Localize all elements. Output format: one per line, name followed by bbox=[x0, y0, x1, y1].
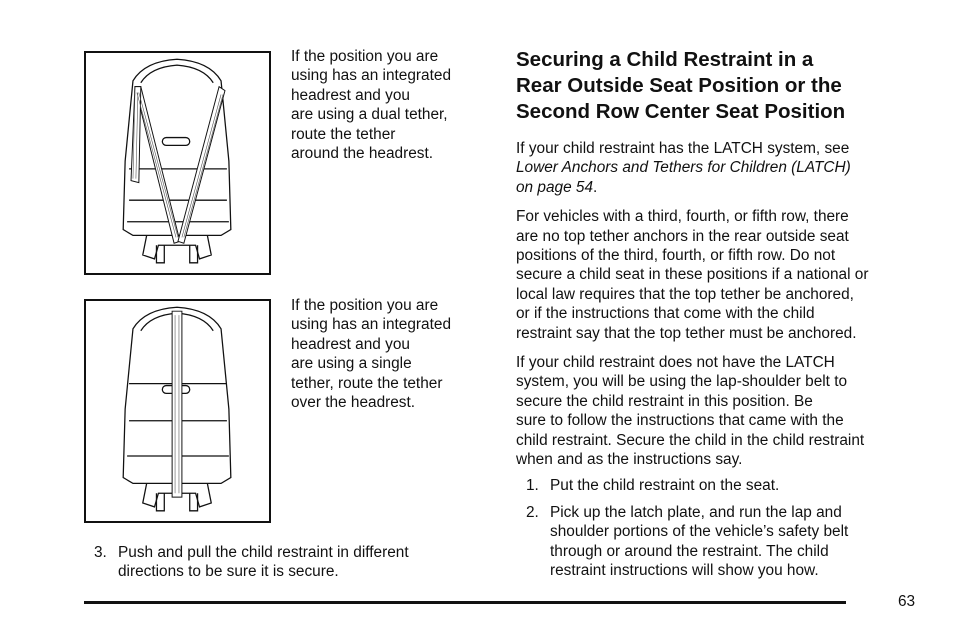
step-text bbox=[550, 476, 926, 495]
step-text bbox=[118, 543, 474, 582]
step-line: shoulder portions of the vehicle’s safety belt bbox=[550, 523, 849, 541]
step-line: restraint instructions will show you how. bbox=[550, 562, 819, 580]
seat-single-tether-figure bbox=[84, 299, 271, 523]
no-latch-paragraph bbox=[516, 353, 926, 469]
caption-line: tether, route the tether bbox=[291, 374, 443, 392]
step-text bbox=[550, 503, 926, 581]
seat-dual-tether-caption bbox=[291, 47, 491, 163]
caption-line: are using a dual tether, bbox=[291, 106, 448, 124]
latch-reference-link[interactable]: Lower Anchors and Tethers for Children (LATCH) bbox=[516, 159, 851, 177]
paragraph-line: when and as the instructions say. bbox=[516, 451, 743, 469]
heading-line: Second Row Center Seat Position bbox=[516, 100, 846, 123]
section-column bbox=[516, 47, 926, 589]
list-item bbox=[516, 503, 926, 581]
seat-single-tether-caption bbox=[291, 296, 491, 412]
caption-line: over the headrest. bbox=[291, 394, 416, 412]
section-heading bbox=[516, 47, 926, 125]
caption-line: headrest and you bbox=[291, 86, 410, 104]
caption-line: around the headrest. bbox=[291, 145, 434, 163]
latch-reference-paragraph bbox=[516, 139, 926, 197]
step-3 bbox=[94, 543, 474, 582]
step-line: directions to be sure it is secure. bbox=[118, 563, 339, 581]
page-number: 63 bbox=[898, 593, 916, 610]
third-row-paragraph bbox=[516, 207, 926, 343]
step-line: Pick up the latch plate, and run the lap and bbox=[550, 503, 842, 521]
caption-line: If the position you are bbox=[291, 297, 439, 314]
step-line: through or around the restraint. The child bbox=[550, 542, 829, 560]
paragraph-line: are no top tether anchors in the rear outside seat bbox=[516, 227, 849, 245]
heading-line: Rear Outside Seat Position or the bbox=[516, 74, 842, 97]
paragraph-line: For vehicles with a third, fourth, or fifth row, there bbox=[516, 208, 849, 226]
caption-line: using has an integrated bbox=[291, 67, 452, 85]
step-number: 1. bbox=[526, 476, 539, 494]
caption-line: using has an integrated bbox=[291, 316, 452, 334]
paragraph-line: or if the instructions that come with the child bbox=[516, 305, 815, 323]
paragraph-line: system, you will be using the lap-shoulder belt to bbox=[516, 373, 848, 391]
paragraph-line: positions of the third, fourth, or fifth row. Do not bbox=[516, 247, 836, 265]
step-line: Put the child restraint on the seat. bbox=[550, 476, 780, 494]
paragraph-line: child restraint. Secure the child in the child restraint bbox=[516, 431, 865, 449]
list-item bbox=[516, 476, 926, 495]
step-number: 2. bbox=[526, 503, 539, 521]
seat-dual-tether-figure bbox=[84, 51, 271, 275]
paragraph-line: If your child restraint has the LATCH system, see bbox=[516, 140, 850, 157]
caption-line: headrest and you bbox=[291, 335, 410, 353]
caption-line: route the tether bbox=[291, 125, 396, 143]
step-number: 3. bbox=[94, 544, 107, 561]
page-reference-link[interactable]: on page 54 bbox=[516, 178, 594, 196]
caption-line: If the position you are bbox=[291, 48, 439, 65]
heading-line: Securing a Child Restraint in a bbox=[516, 48, 814, 71]
paragraph-line: secure the child restraint in this position. Be bbox=[516, 392, 813, 410]
seat-single-tether-illustration bbox=[86, 301, 269, 521]
paragraph-punctuation: . bbox=[593, 178, 598, 196]
paragraph-line: secure a child seat in these positions if a national or bbox=[516, 266, 869, 284]
steps-list bbox=[516, 476, 926, 581]
footer-rule bbox=[84, 601, 846, 604]
seat-dual-tether-illustration bbox=[86, 53, 269, 273]
paragraph-line: restraint say that the top tether must be anchored. bbox=[516, 324, 857, 342]
caption-line: are using a single bbox=[291, 355, 412, 373]
paragraph-line: sure to follow the instructions that came with the bbox=[516, 412, 844, 430]
paragraph-line: If your child restraint does not have the LATCH bbox=[516, 354, 835, 372]
step-line: Push and pull the child restraint in different bbox=[118, 544, 409, 561]
paragraph-line: local law requires that the top tether be anchored, bbox=[516, 285, 854, 303]
